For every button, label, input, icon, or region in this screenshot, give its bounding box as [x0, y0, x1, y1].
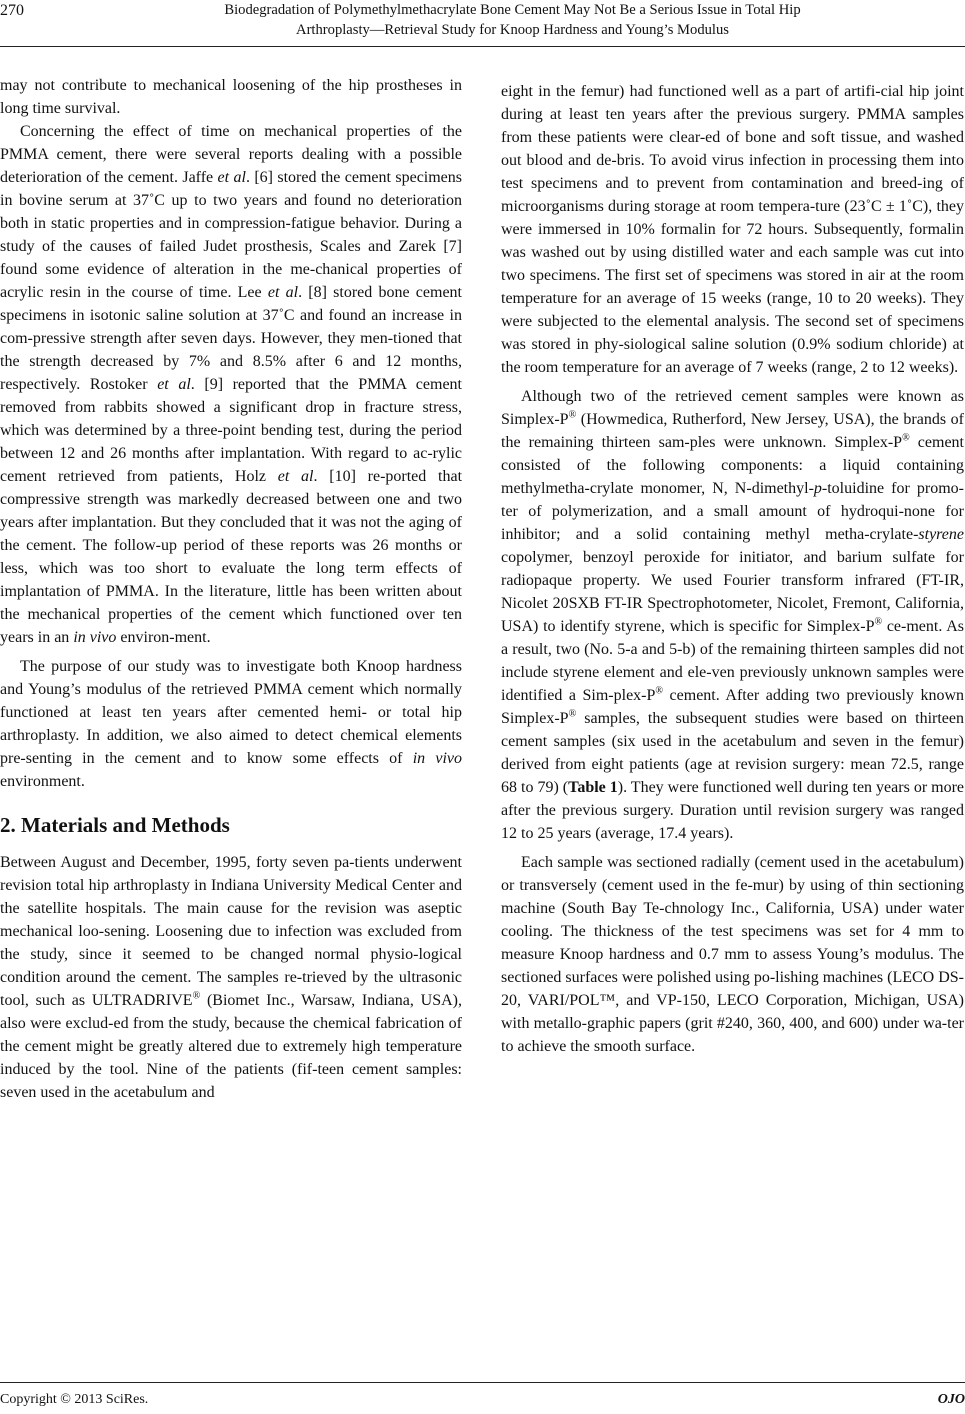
registered-mark: ® [655, 685, 664, 697]
emphasis: et al [217, 169, 246, 186]
paragraph [0, 655, 462, 793]
text-run: . [10] re-ported that compressive strength was markedly decreased between one and two years after implantation. But they concluded that it was not the aging of the cement. The follow-up period of these reports was 26 months or less, which was too short to evaluate the long term effects of implantation of PMMA. In the literature, little has been written about the mechanical properties of the cement which functioned over ten years in an [0, 468, 463, 646]
paragraph [501, 385, 964, 845]
emphasis: et al [267, 284, 299, 301]
footer-rule [0, 1382, 965, 1383]
text-run: (Howmedica, Rutherford, New Jersey, USA), the brands of the remaining thirteen sam-ples were unknown. Simplex-P [501, 411, 964, 451]
paragraph [0, 851, 462, 1104]
emphasis: in vivo [73, 629, 117, 646]
text-run: environment. [0, 773, 85, 790]
paragraph: Each sample was sectioned radially (cement used in the acetabulum) or transversely (cement used in the fe-mur) by using of thin sectioning machine (South Bay Te-chnology Inc., California, USA) under water cooling. The thickness of the test specimens was set for 4 mm to measure Knoop hardness and 0.7 mm to assess Young’s modulus. The sectioned surfaces were polished using po-lishing machines (LECO DS-20, VARI/POL™, and VP-150, LECO Corporation, Michigan, USA) with metallo-graphic papers (grit #240, 360, 400, and 600) under wa-ter to achieve the smooth surface. [501, 854, 965, 1055]
paragraph: may not contribute to mechanical loosening of the hip prostheses in long time survival. [0, 77, 462, 117]
right-column [501, 80, 964, 1058]
registered-mark: ® [568, 409, 577, 421]
emphasis: et al [277, 468, 314, 485]
emphasis: in vivo [412, 750, 462, 767]
text-run: environ-ment. [116, 629, 211, 646]
text-run: Although two of the retrieved cement samples were known as Simplex-P [501, 388, 964, 428]
text-run: ). They were functioned well during ten years or more after the previous surgery. Duration until revision surgery was ranged 12 to 25 years (average, 17.4 years). [501, 779, 965, 842]
text-run: (Biomet Inc., Warsaw, Indiana, USA), also were exclud-ed from the study, because the chemical fabrication of the cement might be greatly altered due to extremely high temperature induced by the tool. Nine of the patients (fif-teen cement samples: seven used in the acetabulum and [0, 992, 463, 1101]
table-reference: Table 1 [568, 779, 618, 796]
emphasis: p [813, 480, 822, 497]
text-run: cement consisted of the following components: a liquid containing methylmetha-crylate monomer, N, N-dimethyl- [501, 434, 965, 497]
running-head-line1: Biodegradation of Polymethylmethacrylate Bone Cement May Not Be a Serious Issue in Total Hip [224, 2, 801, 18]
text-run: . [8] stored bone cement specimens in isotonic saline solution at 37˚C and found an increase in com-pressive strength after seven days. However, they men-tioned that the strength decreased by 7% and 8.5% after 6 and 12 months, respectively. Rostoker [0, 284, 462, 393]
text-run: -toluidine for promo-ter of polymerization, and a small amount of hydroqui-none for inhibitor; and a solid containing methyl metha-crylate- [501, 480, 964, 543]
registered-mark: ® [874, 616, 883, 628]
paragraph [0, 120, 462, 649]
text-run: Between August and December, 1995, forty seven pa-tients underwent revision total hip arthroplasty in Indiana University Medical Center and the satellite hospitals. The main cause for the revision was aseptic mechanical loo-sening. Loosening due to infection was excluded from the study, since it seemed to be changed normal physio-logical condition around the cement. The samples re-trieved by the ultrasonic tool, such as ULTRADRIVE [0, 854, 462, 1009]
text-run: Concerning the effect of time on mechanical properties of the PMMA cement, there were several reports dealing with a possible deterioration of the cement. Jaffe [0, 123, 462, 186]
registered-mark: ® [192, 990, 201, 1002]
paragraph: eight in the femur) had functioned well as a part of artifi-cial hip joint during at least ten years after the previous surgery. PMMA samples from these patients were clear-ed of bone and soft tissue, and washed out blood and de-bris. To avoid virus infection in processing them into test specimens and to prevent from contamination and breed-ing of microorganisms during storage at room tempera-ture (23˚C ± 1˚C), they were immersed in 10% formalin for 72 hours. Subsequently, formalin was washed out by using distilled water and each sample was cut into two specimens. The first set of specimens was stored in air at the room temperature for an average of 15 weeks (range, 10 to 20 weeks). They were subjected to the elemental analysis. The second set of specimens was stored in phy-siological saline solution (0.9% sodium chloride) at the room temperature for an average of 7 weeks (range, 2 to 12 weeks). [501, 83, 964, 376]
footer-copyright: Copyright © 2013 SciRes. [0, 1392, 149, 1407]
text-run: . [6] stored the cement specimens in bovine serum at 37˚C up to two years and found no deterioration both in static properties and in compression-fatigue behavior. During a study of the causes of failed Judet prosthesis, Scales and Zarek [7] found some evidence of alteration in the me-chanical properties of acrylic resin in the course of time. Lee [0, 169, 463, 301]
registered-mark: ® [902, 432, 910, 444]
text-run: cement. After adding two previously known Simplex-P [501, 687, 965, 727]
emphasis: et al [157, 376, 191, 393]
registered-mark: ® [568, 708, 577, 720]
text-run: ce-ment. As a result, two (No. 5-a and 5-b) of the remaining thirteen samples did not include styrene element and ele-ven previously unknown samples were identified a Sim-plex-P [501, 618, 964, 704]
footer-journal: OJO [937, 1392, 965, 1407]
section-heading: 2. Materials and Methods [0, 813, 230, 837]
running-head-line2: Arthroplasty—Retrieval Study for Knoop Hardness and Young’s Modulus [296, 22, 729, 38]
header-rule [0, 46, 965, 47]
text-run: copolymer, benzoyl peroxide for initiator, and barium sulfate for radiopaque property. We used Fourier transform infrared (FT-IR, Nicolet 20SXB FT-IR Spectrophotometer, Nicolet, Fremont, California, USA) to identify styrene, which is specific for Simplex-P [501, 549, 964, 635]
left-column [0, 74, 462, 1104]
page-number: 270 [0, 2, 24, 19]
running-head [80, 0, 945, 40]
emphasis: styrene [918, 526, 964, 543]
text-run: The purpose of our study was to investigate both Knoop hardness and Young’s modulus of the retrieved PMMA cement which normally functioned at least ten years after cemented hemi- or total hip arthroplasty. In addition, we also aimed to detect chemical elements pre-senting in the cement and to know some effects of [0, 658, 462, 767]
text-run: . [9] reported that the PMMA cement removed from rabbits showed a significant drop in fracture stress, which was determined by a three-point bending test, during the period between 12 and 26 months after implantation. With regard to ac-rylic cement retrieved from patients, Holz [0, 376, 462, 485]
text-run: samples, the subsequent studies were based on thirteen cement samples (six used in the acetabulum and seven in the femur) derived from eight patients (age at revision surgery: mean 72.5, range 68 to 79) ( [501, 710, 964, 796]
